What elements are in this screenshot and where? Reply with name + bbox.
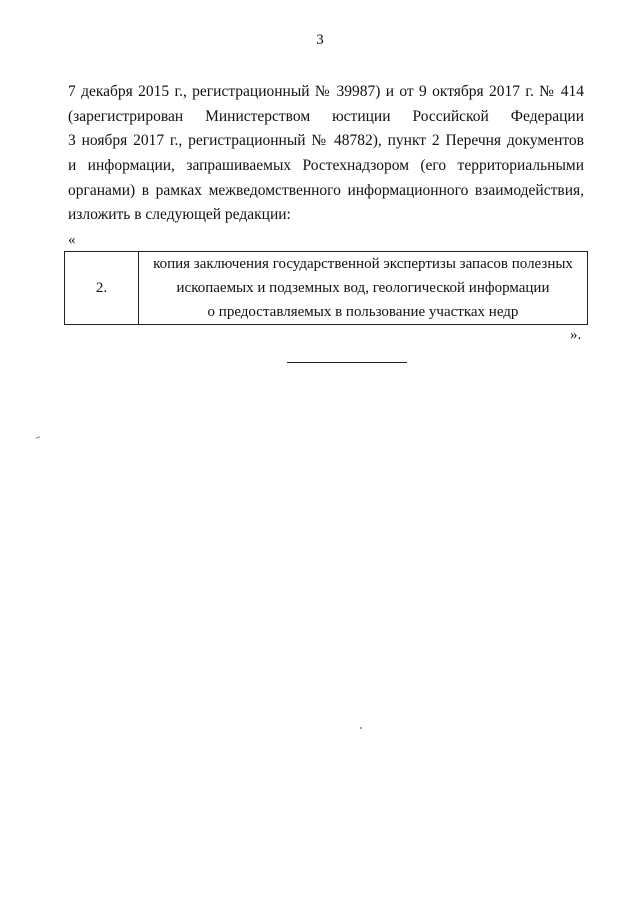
paragraph-line: изложить в следующей редакции: <box>68 206 291 223</box>
item-text-line: копия заключения государственной экспертизы запасов полезных <box>153 256 573 272</box>
opening-quote: « <box>68 232 76 248</box>
closing-quote: ». <box>570 327 582 343</box>
item-number: 2. <box>65 252 139 325</box>
paragraph-line: и информации, запрашиваемых Ростехнадзором (его территориальными <box>68 157 584 174</box>
paragraph-line: 3 ноября 2017 г., регистрационный № 48782), пункт 2 Перечня документов <box>68 132 584 149</box>
paragraph-line: (зарегистрирован Министерством юстиции Российской Федерации <box>68 108 584 125</box>
item-text <box>139 252 588 325</box>
item-text-line: о предоставляемых в пользование участках недр <box>207 304 519 320</box>
document-table <box>64 251 588 325</box>
page-number: 3 <box>316 32 324 48</box>
scan-artifact <box>360 727 362 729</box>
separator-line <box>287 362 407 363</box>
paragraph-line: органами) в рамках межведомственного информационного взаимодействия, <box>68 182 584 199</box>
item-text-line: ископаемых и подземных вод, геологической информации <box>176 280 550 296</box>
scan-artifact <box>36 436 40 438</box>
table-row <box>65 252 588 325</box>
paragraph-line: 7 декабря 2015 г., регистрационный № 39987) и от 9 октября 2017 г. № 414 <box>68 83 584 100</box>
